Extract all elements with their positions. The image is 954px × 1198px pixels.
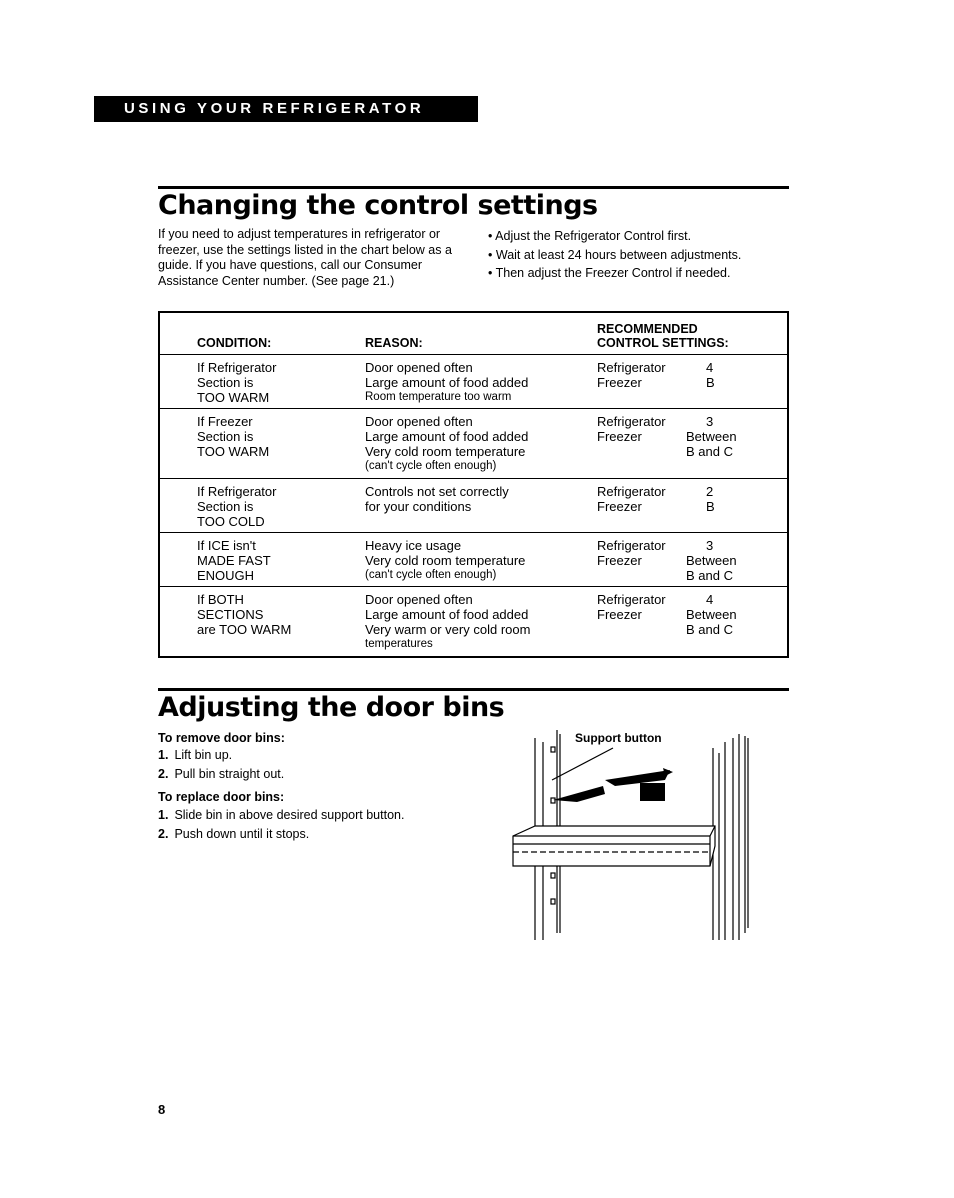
section-title-control-settings: Changing the control settings <box>158 190 598 221</box>
condition-line: SECTIONS <box>197 607 264 622</box>
reason-line: (can't cycle often enough) <box>365 460 497 472</box>
reason-line: Heavy ice usage <box>365 538 462 553</box>
step-text: Push down until it stops. <box>174 826 310 841</box>
control-values-cell <box>706 360 715 390</box>
reason-line: (can't cycle often enough) <box>365 569 497 581</box>
control-value: Between <box>686 429 737 444</box>
control-label: Freezer <box>597 429 642 444</box>
condition-line: Section is <box>197 429 254 444</box>
reason-cell <box>365 414 528 474</box>
replace-heading: To replace door bins: <box>158 790 285 804</box>
control-label: Refrigerator <box>597 592 666 607</box>
door-bin-illustration <box>505 728 765 943</box>
condition-line: TOO WARM <box>197 444 270 459</box>
section-rule <box>158 186 789 189</box>
bullet-item: • Adjust the Refrigerator Control first. <box>488 227 788 246</box>
condition-line: MADE FAST <box>197 553 271 568</box>
condition-cell <box>197 360 276 405</box>
step-number: 1. <box>158 808 169 822</box>
reason-line: for your conditions <box>365 499 472 514</box>
reason-line: Door opened often <box>365 414 473 429</box>
reason-line: Large amount of food added <box>365 375 529 390</box>
control-label: Refrigerator <box>597 484 666 499</box>
reason-line: Very cold room temperature <box>365 553 526 568</box>
table-row <box>160 355 787 409</box>
control-value: B and C <box>686 622 733 637</box>
table-header <box>160 313 787 355</box>
condition-line: Section is <box>197 499 254 514</box>
control-labels-cell <box>597 360 666 390</box>
control-values-cell <box>686 538 737 583</box>
section-rule <box>158 688 789 691</box>
condition-line: TOO COLD <box>197 514 265 529</box>
reason-line: Very cold room temperature <box>365 444 526 459</box>
control-value: 3 <box>706 414 714 429</box>
reason-cell <box>365 538 525 583</box>
reason-line: Large amount of food added <box>365 607 529 622</box>
control-value: B <box>706 375 715 390</box>
control-label: Freezer <box>597 607 642 622</box>
condition-line: Section is <box>197 375 254 390</box>
header-settings-line1: RECOMMENDED <box>597 322 698 336</box>
step-text: Slide bin in above desired support button. <box>174 808 405 822</box>
control-label: Refrigerator <box>597 414 666 429</box>
condition-line: ENOUGH <box>197 568 255 583</box>
condition-line: are TOO WARM <box>197 622 292 637</box>
remove-steps <box>158 746 284 783</box>
condition-cell <box>197 484 276 529</box>
reason-line: Controls not set correctly <box>365 484 509 499</box>
section-banner: USING YOUR REFRIGERATOR <box>94 96 478 122</box>
reason-line: Room temperature too warm <box>365 391 512 403</box>
condition-cell <box>197 538 271 583</box>
control-settings-table <box>158 311 789 658</box>
control-value: 2 <box>706 484 714 499</box>
control-value: 3 <box>706 538 714 553</box>
step-text: Pull bin straight out. <box>174 766 285 781</box>
reason-line: Door opened often <box>365 592 473 607</box>
reason-cell <box>365 484 509 514</box>
reason-cell <box>365 360 528 405</box>
control-values-cell <box>706 484 715 514</box>
control-label: Refrigerator <box>597 538 666 553</box>
table-row <box>160 409 787 479</box>
table-row <box>160 587 787 656</box>
page-number: 8 <box>158 1102 166 1117</box>
replace-steps <box>158 806 404 843</box>
step-number: 2. <box>158 766 169 781</box>
control-value: Between <box>686 553 737 568</box>
intro-paragraph: If you need to adjust temperatures in refrigerator or freezer, use the settings listed in the chart below as a guide. If you have questions, call our Consumer Assistance Center number. (See page 21.) <box>158 227 452 288</box>
condition-line: If Freezer <box>197 414 253 429</box>
support-button-label: Support button <box>575 731 662 745</box>
reason-line: Door opened often <box>365 360 473 375</box>
table-row <box>160 479 787 533</box>
control-value: B <box>706 499 715 514</box>
condition-line: If Refrigerator <box>197 360 277 375</box>
control-label: Refrigerator <box>597 360 666 375</box>
control-value: B and C <box>686 444 733 459</box>
table-row <box>160 533 787 587</box>
header-settings-line2: CONTROL SETTINGS: <box>597 336 729 350</box>
control-labels-cell <box>597 538 666 568</box>
bullet-item: • Wait at least 24 hours between adjustments. <box>488 246 788 265</box>
control-value: B and C <box>686 568 733 583</box>
reason-line: temperatures <box>365 638 433 650</box>
step-number: 2. <box>158 826 169 841</box>
step-text: Lift bin up. <box>174 748 233 762</box>
control-values-cell <box>686 414 737 459</box>
step-number: 1. <box>158 748 169 762</box>
header-condition: CONDITION: <box>197 336 272 350</box>
control-values-cell <box>686 592 737 637</box>
condition-line: TOO WARM <box>197 390 270 405</box>
header-reason: REASON: <box>365 336 423 350</box>
control-label: Freezer <box>597 375 642 390</box>
condition-line: If ICE isn't <box>197 538 256 553</box>
step-item <box>158 765 284 784</box>
condition-cell <box>197 414 269 459</box>
control-value: Between <box>686 607 737 622</box>
control-label: Freezer <box>597 553 642 568</box>
control-labels-cell <box>597 414 666 444</box>
reason-line: Very warm or very cold room <box>365 622 531 637</box>
reason-cell <box>365 592 530 652</box>
section-title-door-bins: Adjusting the door bins <box>158 692 505 723</box>
control-labels-cell <box>597 484 666 514</box>
adjustment-bullets <box>488 227 788 283</box>
control-labels-cell <box>597 592 666 622</box>
condition-cell <box>197 592 291 637</box>
remove-heading: To remove door bins: <box>158 731 285 745</box>
control-value: 4 <box>706 592 714 607</box>
step-item <box>158 806 404 825</box>
condition-line: If BOTH <box>197 592 244 607</box>
control-label: Freezer <box>597 499 642 514</box>
control-value: 4 <box>706 360 714 375</box>
step-item <box>158 746 284 765</box>
reason-line: Large amount of food added <box>365 429 529 444</box>
header-settings <box>597 322 729 350</box>
step-item <box>158 825 404 844</box>
bullet-item: • Then adjust the Freezer Control if needed. <box>488 264 788 283</box>
condition-line: If Refrigerator <box>197 484 277 499</box>
